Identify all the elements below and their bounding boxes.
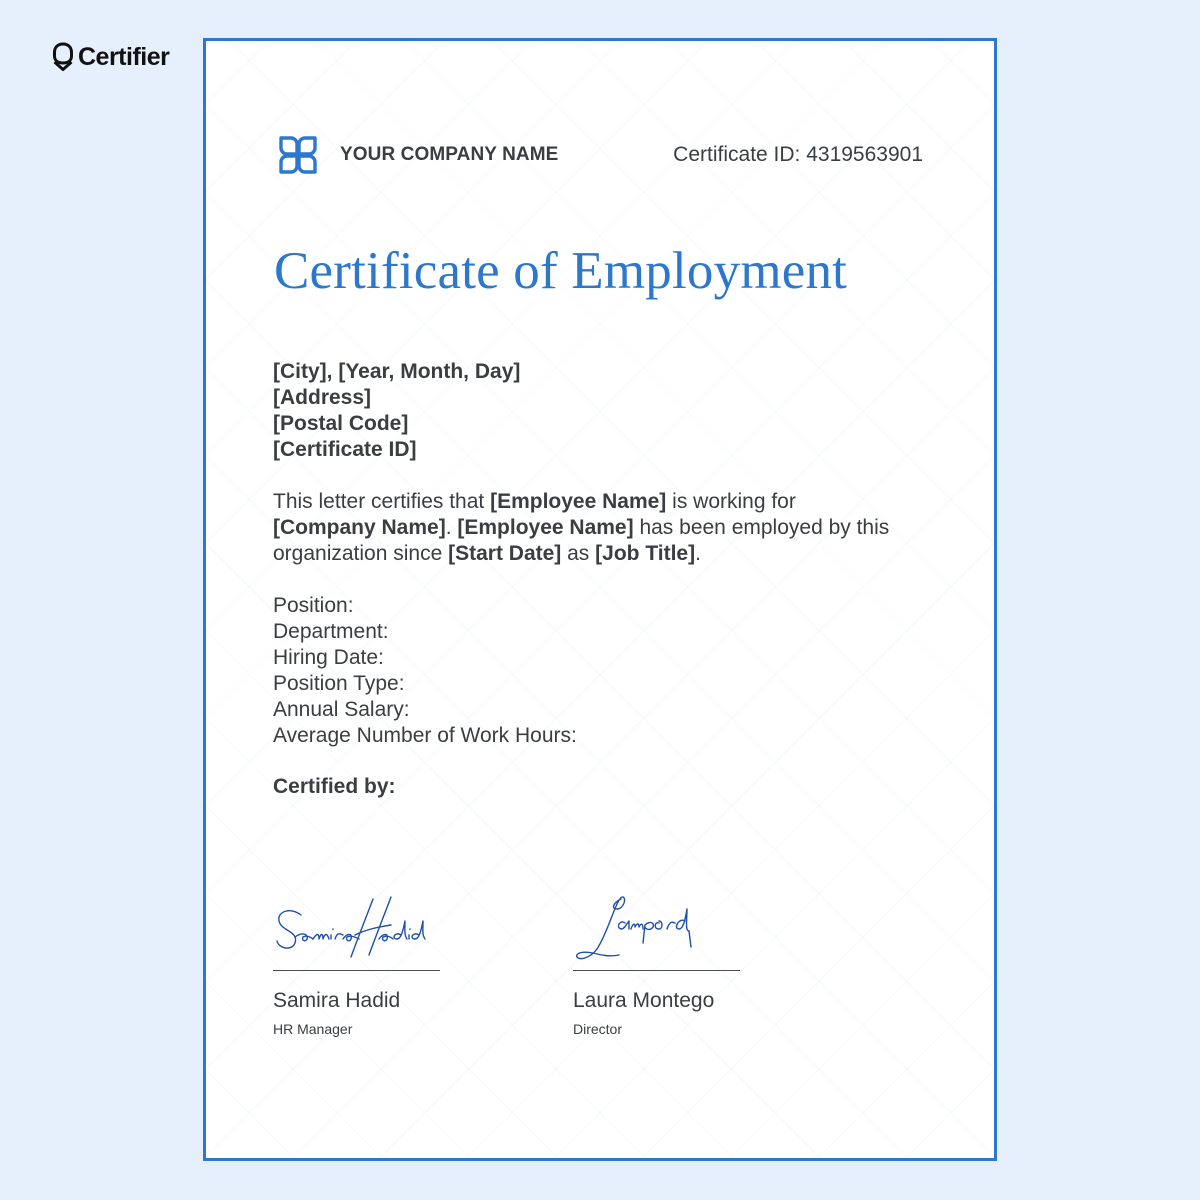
signer-role: Director [573, 1021, 623, 1037]
signer-hr-manager [273, 891, 443, 1037]
company-logo-icon [278, 135, 318, 175]
certificate-card [203, 38, 997, 1161]
certificate-id: Certificate ID: 4319563901 [673, 143, 923, 166]
certificate-title: Certificate of Employment [274, 242, 848, 300]
certifier-shield-icon [52, 42, 74, 72]
brand-logo [52, 40, 169, 74]
signature-line [573, 970, 740, 971]
brand-name: Certifier [78, 42, 170, 71]
certificate-header [278, 135, 923, 175]
certified-by-label: Certified by: [273, 775, 396, 798]
signer-role: HR Manager [273, 1021, 353, 1037]
employee-name-placeholder: [Employee Name] [490, 490, 667, 513]
field-position: Position: [273, 594, 354, 617]
body-text: . [695, 542, 701, 565]
address-line-city-date: [City], [Year, Month, Day] [273, 360, 521, 383]
field-department: Department: [273, 620, 389, 643]
signature-samira-hadid [273, 891, 443, 971]
job-title-placeholder: [Job Title] [595, 542, 696, 565]
field-position-type: Position Type: [273, 672, 405, 695]
address-line-postal-code: [Postal Code] [273, 412, 409, 435]
address-line-certificate-id: [Certificate ID] [273, 438, 417, 461]
body-text: as [561, 542, 596, 565]
body-text: is working for [666, 490, 796, 513]
signature-laura-montego [573, 891, 743, 971]
body-text: . [445, 516, 458, 539]
signer-director [573, 891, 743, 1037]
body-text: This letter certifies that [273, 490, 491, 513]
signer-name: Samira Hadid [273, 989, 401, 1012]
company-name: YOUR COMPANY NAME [340, 144, 559, 165]
employee-name-placeholder: [Employee Name] [457, 516, 634, 539]
field-work-hours: Average Number of Work Hours: [273, 724, 577, 747]
employment-fields [273, 593, 577, 749]
address-line-address: [Address] [273, 386, 372, 409]
start-date-placeholder: [Start Date] [448, 542, 562, 565]
body-text: has been employed by this organization since [273, 516, 890, 565]
letter-body [273, 489, 893, 567]
field-hiring-date: Hiring Date: [273, 646, 384, 669]
signer-name: Laura Montego [573, 989, 715, 1012]
field-annual-salary: Annual Salary: [273, 698, 410, 721]
address-block [273, 359, 520, 463]
company-name-placeholder: [Company Name] [273, 516, 446, 539]
signature-line [273, 970, 440, 971]
